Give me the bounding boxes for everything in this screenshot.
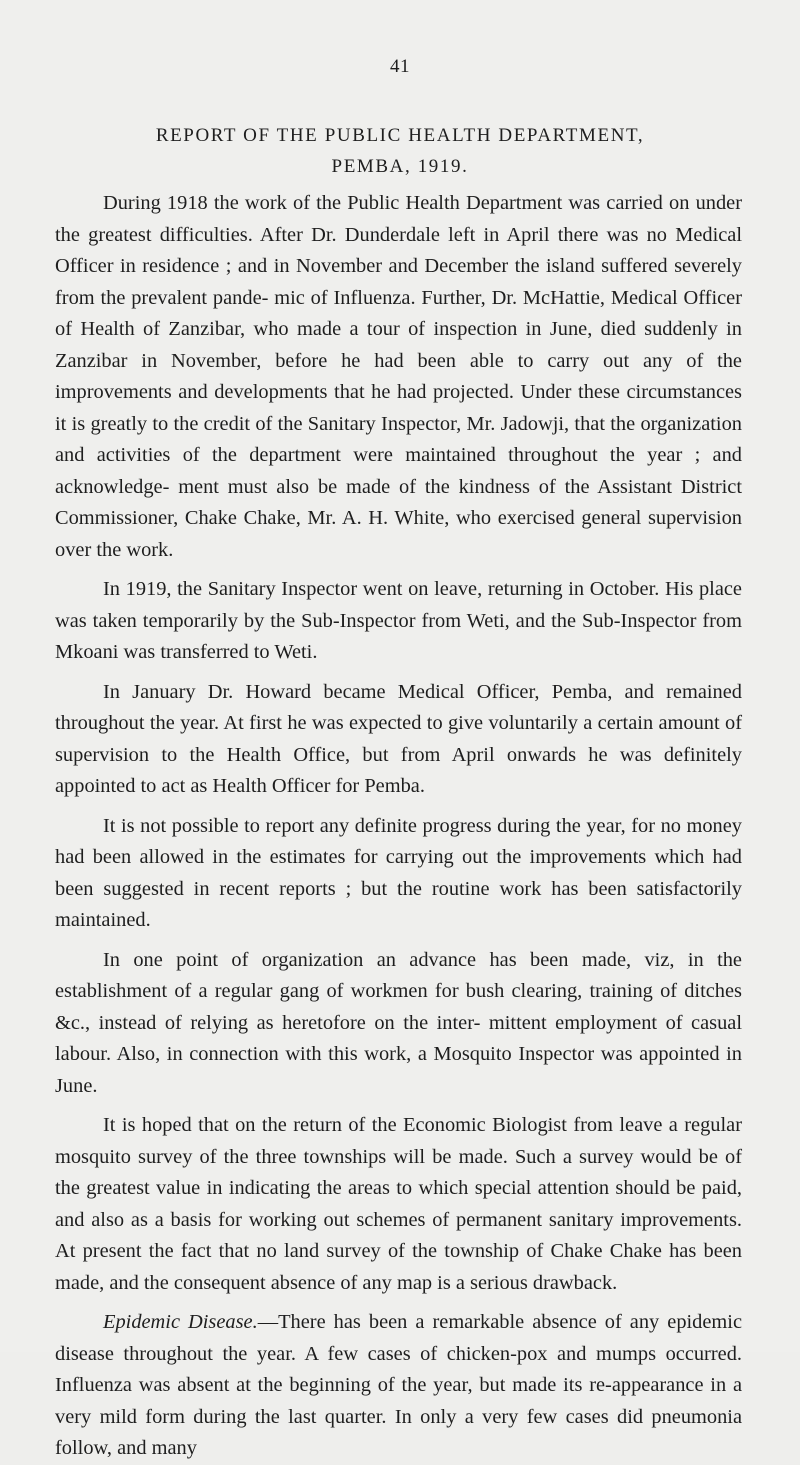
report-title: REPORT OF THE PUBLIC HEALTH DEPARTMENT, xyxy=(155,125,645,146)
section-heading: Epidemic Disease. xyxy=(103,1311,258,1333)
paragraph: During 1918 the work of the Public Health Department was carried on under the greatest difficulties. After Dr. Dunderdale left in April there was no Medical Officer in residence ; and in November and December the island suffered severely from the prevalent pande- mic of Influenza. Further, Dr. McHattie, Medical Officer of Health of Zanzibar, who made a tour of inspection in June, died suddenly in Zanzibar in November, before he had been able to carry out any of the improvements and developments that he had projected. Under these circumstances it is greatly to the credit of the Sanitary Inspector, Mr. Jadowji, that the organization and activities of the department were maintained throughout the year ; and acknowledge- ment must also be made of the kindness of the Assistant District Commissioner, Chake Chake, Mr. A. H. White, who exercised general supervision over the work. xyxy=(55,192,742,561)
report-subtitle: PEMBA, 1919. xyxy=(331,156,469,177)
paragraph-epidemic-disease xyxy=(55,1307,742,1465)
paragraph: It is hoped that on the return of the Economic Biologist from leave a regular mosquito survey of the three townships will be made. Such a survey would be of the greatest value in indicating the areas to which special attention should be paid, and also as a basis for working out schemes of permanent sanitary improvements. At present the fact that no land survey of the township of Chake Chake has been made, and the consequent absence of any map is a serious drawback. xyxy=(55,1114,742,1294)
paragraph: In January Dr. Howard became Medical Officer, Pemba, and remained throughout the year. At first he was expected to give voluntarily a certain amount of supervision to the Health Office, but from April onwards he was definitely appointed to act as Health Officer for Pemba. xyxy=(55,680,742,797)
paragraph: In 1919, the Sanitary Inspector went on leave, returning in October. His place was taken temporarily by the Sub-Inspector from Weti, and the Sub-Inspector from Mkoani was transferred to Weti. xyxy=(55,578,742,663)
paragraph: In one point of organization an advance has been made, viz, in the establishment of a regular gang of workmen for bush clearing, training of ditches &c., instead of relying as heretofore on the inter- mittent employment of casual labour. Also, in connection with this work, a Mosquito Inspector was appointed in June. xyxy=(55,948,742,1097)
report-body xyxy=(55,188,742,1465)
page-number: 41 xyxy=(390,56,410,77)
paragraph-text: —There has been a remarkable absence of any epidemic disease throughout the year. A few cases of chicken-pox and mumps occurred. Influenza was absent at the beginning of the year, but made its re-appearance in a very mild form during the last quarter. In only a very few cases did pneumonia follow, and many xyxy=(55,1311,742,1459)
paragraph: It is not possible to report any definite progress during the year, for no money had been allowed in the estimates for carrying out the improvements which had been suggested in recent reports ; but the routine work has been satisfactorily maintained. xyxy=(55,814,742,931)
